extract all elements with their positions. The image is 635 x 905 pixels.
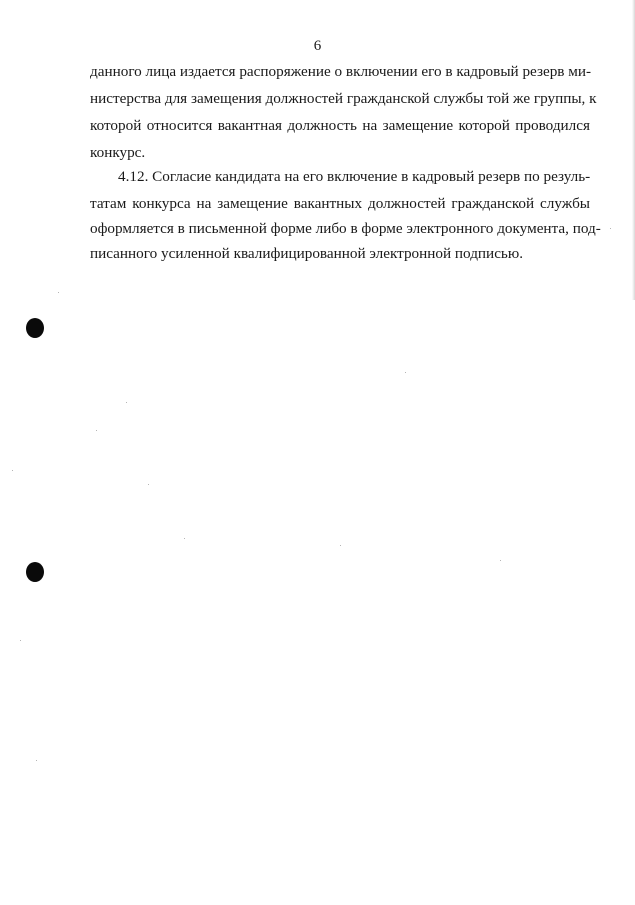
scan-speck xyxy=(184,538,185,539)
scan-speck xyxy=(96,430,97,431)
paragraph-line: татам конкурса на замещение вакантных должностей гражданской службы xyxy=(90,195,590,212)
scan-speck xyxy=(340,545,341,546)
scan-speck xyxy=(36,760,37,761)
scan-speck xyxy=(610,228,611,229)
paragraph-line: нистерства для замещения должностей гражданской службы той же группы, к xyxy=(90,90,597,107)
paragraph-line: писанного усиленной квалифицированной электронной подписью. xyxy=(90,245,523,262)
punch-hole xyxy=(26,562,44,582)
scan-speck xyxy=(12,470,13,471)
scan-speck xyxy=(20,640,21,641)
paragraph-line: которой относится вакантная должность на замещение которой проводился xyxy=(90,117,590,134)
scan-speck xyxy=(126,402,127,403)
paragraph-line: 4.12. Согласие кандидата на его включение в кадровый резерв по резуль- xyxy=(118,168,591,185)
paragraph-line: оформляется в письменной форме либо в форме электронного документа, под- xyxy=(90,220,601,237)
scan-speck xyxy=(500,560,501,561)
scan-speck xyxy=(148,484,149,485)
paragraph-line: данного лица издается распоряжение о включении его в кадровый резерв ми- xyxy=(90,63,592,80)
scan-speck xyxy=(58,292,59,293)
scan-speck xyxy=(405,372,406,373)
paragraph-line: конкурс. xyxy=(90,144,146,161)
page-number: 6 xyxy=(313,38,322,54)
punch-hole xyxy=(26,318,44,338)
